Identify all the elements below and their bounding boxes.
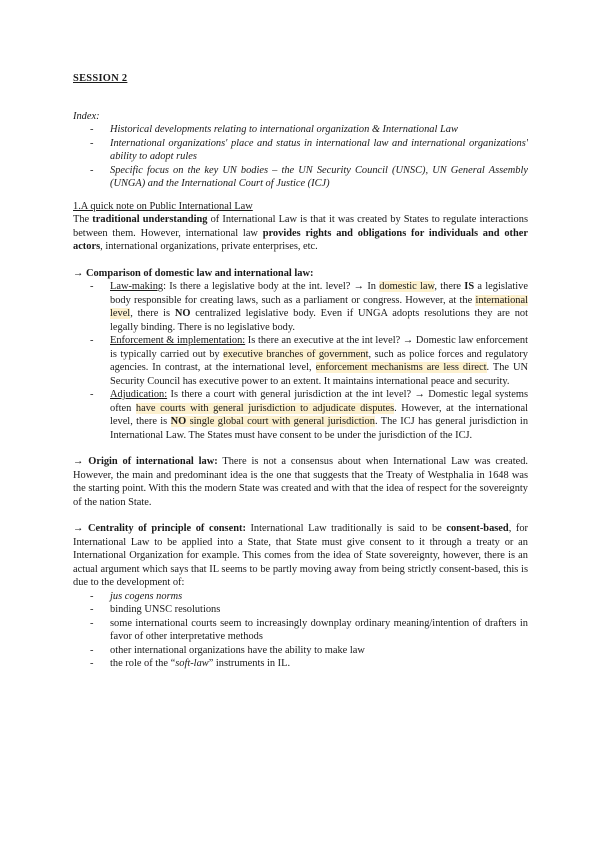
- list-item: - some international courts seem to increasingly downplay ordinary meaning/intention of drafters in favor of other interpretative methods: [73, 617, 528, 644]
- comparison-item-lawmaking: - Law-making: Is there a legislative body at the int. level? → In domestic law, there IS a legislative body responsible for creating laws, such as a parliament or congress. However, at the international level, there is NO centralized legislative body. Even if UNGA adopts resolutions they are not legally binding. There is no legislative body.: [73, 280, 528, 334]
- index-label: Index:: [73, 110, 100, 122]
- highlight: single global court with general jurisdiction: [186, 416, 375, 427]
- comparison-list: [73, 280, 528, 442]
- section-heading-quick-note: 1.A quick note on Public International Law: [73, 200, 253, 212]
- highlight: executive branches of government: [223, 348, 369, 360]
- highlight: enforcement mechanisms are less direct: [315, 362, 487, 373]
- consent-paragraph: → Centrality of principle of consent: International Law traditionally is said to be consent-based, for International Law to be applied into a State, that State must give consent to it through a treaty or an International Organization for example. This comes from the idea of State sovereignty, however, there is an actual argument which says that IL seems to be partly moving away from being strictly consent-based, this is due to the development of:: [73, 523, 528, 588]
- comparison-item-enforcement: - Enforcement & implementation: Is there an executive at the int level? → Domestic law enforcement is typically carried out by executive branches of government, such as police forces and regulatory agencies. In contrast, at the international level, enforcement mechanisms are less direct. The UN Security Council has executive power to an extent. It maintains international peace and security.: [73, 334, 528, 388]
- index-list: [73, 123, 528, 191]
- index-item: - Specific focus on the key UN bodies – the UN Security Council (UNSC), UN General Assembly (UNGA) and the International Court of Justice (ICJ): [73, 164, 528, 191]
- list-item: - the role of the “soft-law” instruments in IL.: [73, 657, 528, 671]
- comparison-item-adjudication: - Adjudication: Is there a court with general jurisdiction at the int level? → Domestic legal systems often have courts with general jurisdiction to adjudicate disputes. However, at the international level, there is NO single global court with general jurisdiction. The ICJ has general jurisdiction in International Law. The States must have consent to be under the jurisdiction of the ICJ.: [73, 388, 528, 442]
- consent-list: [73, 590, 528, 671]
- highlight: have courts with general jurisdiction to adjudicate disputes: [135, 402, 395, 414]
- highlight: international level: [110, 294, 528, 319]
- quick-note-paragraph: The traditional understanding of International Law is that it was created by States to regulate interactions between them. However, international law provides rights and obligations for individuals and other actors, international organizations, private enterprises, etc.: [73, 214, 529, 252]
- document-page: [73, 72, 528, 671]
- consent-heading: → Centrality of principle of consent:: [73, 523, 246, 534]
- comparison-heading: → Comparison of domestic law and international law:: [73, 267, 314, 279]
- origin-heading: → Origin of international law:: [73, 456, 218, 467]
- list-item: - binding UNSC resolutions: [73, 603, 528, 617]
- index-item: - International organizations' place and status in international law and international organizations' ability to adopt rules: [73, 137, 528, 164]
- list-item: - jus cogens norms: [73, 590, 528, 604]
- highlight: NO: [170, 416, 187, 427]
- session-title: SESSION 2: [73, 73, 128, 84]
- highlight: domestic law: [379, 281, 435, 292]
- origin-paragraph: → Origin of international law: There is not a consensus about when International Law was created. However, the main and predominant idea is the one that suggests that the Treaty of Westphalia in 1648 was the starting point. With this the modern State was created and with that the idea of respect for the sovereignty of the nation State.: [73, 456, 529, 508]
- list-item: - other international organizations have the ability to make law: [73, 644, 528, 658]
- index-item: - Historical developments relating to international organization & International Law: [73, 123, 528, 137]
